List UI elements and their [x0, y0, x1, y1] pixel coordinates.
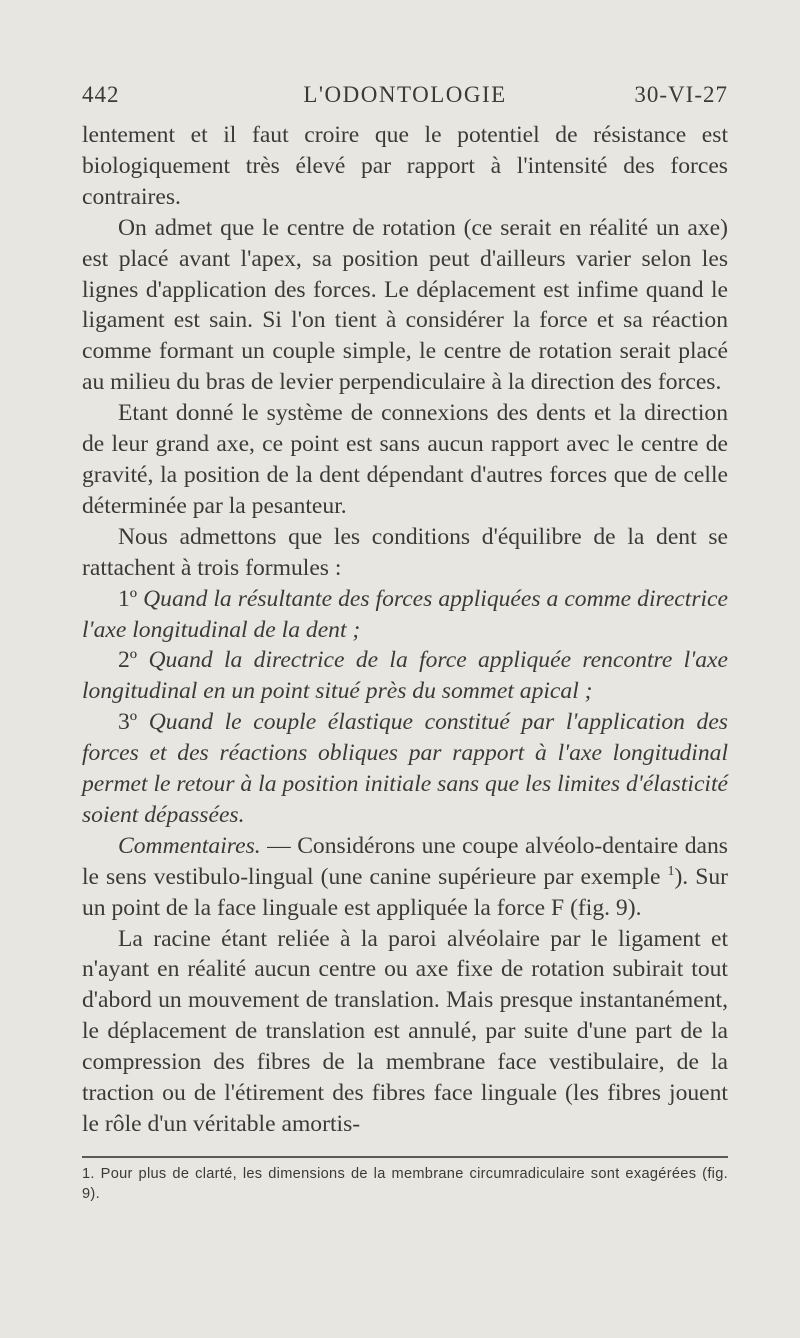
paragraph: Etant donné le système de connexions des dents et la direction de leur grand axe, ce point est sans aucun rapport avec le centre de gravité, la position de la dent dépendant d'autres forces que de celle déterminée par la pesanteur. [82, 400, 728, 519]
paragraph: lentement et il faut croire que le potentiel de résistance est biologiquement très élevé par rapport à l'intensité des forces contraires. [82, 122, 728, 210]
formula-text: Quand la directrice de la force appliquée rencontre l'axe longitudinal en un point situé près du sommet apical ; [82, 647, 728, 705]
footnote-divider [82, 1156, 728, 1158]
footnote [82, 1164, 728, 1204]
formula-item [82, 645, 728, 707]
paragraph: Nous admettons que les conditions d'équilibre de la dent se rattachent à trois formules : [82, 523, 728, 581]
journal-title: L'ODONTOLOGIE [303, 82, 507, 107]
page-number: 442 [82, 82, 120, 107]
formula-text: Quand le couple élastique constitué par l'application des forces et des réactions obliques par rapport à l'axe longitudinal permet le retour à la position initiale sans que les limites d'élasticité soient dépassées. [82, 709, 728, 828]
running-header [82, 82, 728, 116]
paragraph: On admet que le centre de rotation (ce serait en réalité un axe) est placé avant l'apex, sa position peut d'ailleurs varier selon les lignes d'application des forces. Le déplacement est infime quand le ligament est sain. Si l'on tient à considérer la force et sa réaction comme formant un couple simple, le centre de rotation serait placé au milieu du bras de levier perpendiculaire à la direction des forces. [82, 214, 728, 396]
paragraph: La racine étant reliée à la paroi alvéolaire par le ligament et n'ayant en réalité aucun centre ou axe fixe de rotation subirait tout d'abord un mouvement de translation. Mais presque instantanément, le déplacement de translation est annulé, par suite d'une part de la compression des fibres de la membrane face vestibulaire, de la traction ou de l'étirement des fibres face linguale (les fibres jouent le rôle d'un véritable amortis- [82, 925, 728, 1137]
footnote-reference: 1 [667, 863, 675, 879]
formula-number: 2º [118, 647, 138, 674]
formula-text: Quand la résultante des forces appliquées a comme directrice l'axe longitudinal de la dent ; [82, 585, 728, 643]
paragraph-text: — Considérons une coupe alvéolo-dentaire dans le sens vestibulo-lingual (une canine supérieure par exemple [82, 832, 728, 890]
commentaires-label: Commentaires. [118, 832, 261, 859]
formula-number: 1º [118, 585, 138, 612]
issue-date: 30-VI-27 [634, 82, 728, 107]
formula-item [82, 584, 728, 646]
formula-number: 3º [118, 709, 138, 736]
formula-item [82, 707, 728, 831]
paragraph [82, 831, 728, 924]
paragraph-text: ). Sur un point de la face linguale est appliquée la force F (fig. 9). [82, 863, 728, 921]
body-text [82, 120, 728, 1140]
footnote-text: Pour plus de clarté, les dimensions de la membrane circumradiculaire sont exagérées (fig. 9). [82, 1166, 728, 1202]
footnote-marker: 1. [82, 1166, 95, 1182]
